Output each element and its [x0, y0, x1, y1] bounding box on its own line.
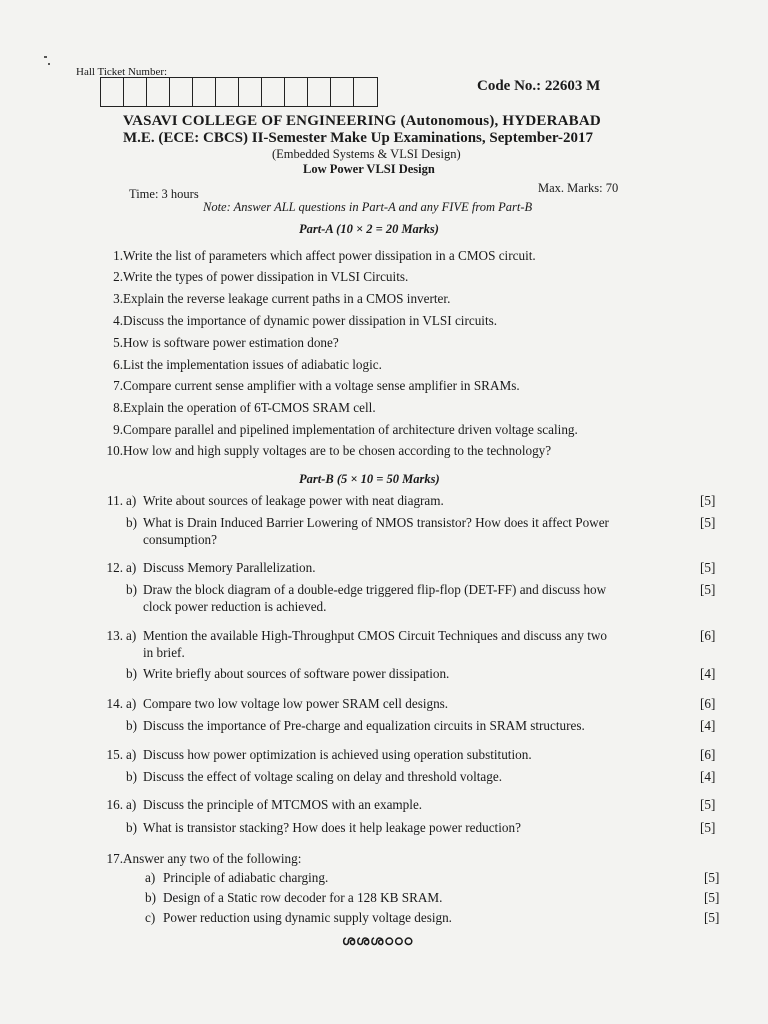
hall-ticket-digit-box: [308, 78, 331, 106]
hall-ticket-digit-box: [147, 78, 170, 106]
sub-question-label: b): [126, 515, 137, 530]
question-number: 11.: [107, 493, 123, 508]
sub-question-text: in brief.: [143, 644, 185, 660]
question-number: 13.: [106, 628, 123, 643]
question-number: 6.: [113, 357, 123, 372]
question-number: 9.: [113, 422, 123, 437]
sub-question-text: Discuss the principle of MTCMOS with an example.: [143, 797, 423, 812]
marks-allotted: [5]: [700, 797, 716, 812]
part-a-question: [0, 248, 768, 266]
hall-ticket-digit-box: [354, 78, 377, 106]
question-number: 1.: [113, 248, 123, 263]
question-text: How low and high supply voltages are to be chosen according to the technology?: [123, 443, 552, 458]
sub-question-text: Compare two low voltage low power SRAM cell designs.: [143, 696, 449, 711]
sub-question-label: b): [126, 718, 137, 733]
marks-allotted: [4]: [700, 666, 716, 681]
marks-allotted: [6]: [700, 747, 716, 762]
question-number: 10.: [106, 443, 123, 458]
marks-allotted: [4]: [700, 769, 716, 784]
hall-ticket-digit-box: [124, 78, 147, 106]
sub-question-label: a): [126, 797, 137, 812]
part-a-question: [0, 269, 768, 287]
part-a-question: [0, 335, 768, 353]
marks-allotted: [6]: [700, 628, 716, 643]
sub-question-text: What is Drain Induced Barrier Lowering of NMOS transistor? How does it affect Power: [143, 515, 609, 530]
scan-speck: [44, 56, 47, 58]
part-a-question: [0, 443, 768, 461]
sub-question-text: What is transistor stacking? How does it help leakage power reduction?: [143, 820, 521, 835]
sub-question-text: Power reduction using dynamic supply voltage design.: [163, 910, 452, 925]
question-number: 5.: [113, 335, 123, 350]
hall-ticket-digit-box: [262, 78, 285, 106]
question-text: Write the types of power dissipation in VLSI Circuits.: [123, 269, 409, 284]
marks-allotted: [5]: [700, 560, 716, 575]
question-number: 16.: [106, 797, 123, 812]
part-a-question: [0, 291, 768, 309]
question-text: Explain the operation of 6T-CMOS SRAM cell.: [123, 400, 376, 415]
hall-ticket-label: Hall Ticket Number:: [76, 66, 168, 78]
question-number: 2.: [113, 269, 123, 284]
hall-ticket-digit-box: [331, 78, 354, 106]
sub-question-text: Mention the available High-Throughput CMOS Circuit Techniques and discuss any two: [143, 628, 607, 643]
question-number: 17.: [106, 851, 123, 866]
sub-question-label: a): [126, 560, 137, 575]
part-a-question: [0, 313, 768, 331]
hall-ticket-digit-box: [193, 78, 216, 106]
part-a-heading: Part-A (10 × 2 = 20 Marks): [299, 222, 439, 236]
subject-title: Low Power VLSI Design: [303, 162, 435, 176]
sub-question-text: Draw the block diagram of a double-edge triggered flip-flop (DET-FF) and discuss how: [143, 582, 607, 597]
question-text: Explain the reverse leakage current paths in a CMOS inverter.: [123, 291, 451, 306]
question-text: Compare parallel and pipelined implementation of architecture driven voltage scaling.: [123, 422, 578, 437]
sub-question-label: b): [126, 820, 137, 835]
question-number: 7.: [113, 378, 123, 393]
sub-question-text: Write briefly about sources of software power dissipation.: [143, 666, 450, 681]
specialization: (Embedded Systems & VLSI Design): [272, 147, 461, 161]
sub-question-text: Discuss the effect of voltage scaling on delay and threshold voltage.: [143, 769, 503, 784]
question-text: Compare current sense amplifier with a voltage sense amplifier in SRAMs.: [123, 378, 520, 393]
sub-question-text: Write about sources of leakage power with neat diagram.: [143, 493, 444, 508]
sub-question-label: a): [126, 696, 137, 711]
part-a-question: [0, 422, 768, 440]
part-b-heading: Part-B (5 × 10 = 50 Marks): [299, 472, 440, 486]
question-text: How is software power estimation done?: [123, 335, 339, 350]
college-name: VASAVI COLLEGE OF ENGINEERING (Autonomous), HYDERABAD: [123, 113, 601, 129]
marks-allotted: [5]: [700, 820, 716, 835]
sub-question-label: a): [126, 747, 137, 762]
sub-question-text: Design of a Static row decoder for a 128 KB SRAM.: [163, 890, 443, 905]
sub-question-text: Discuss how power optimization is achieved using operation substitution.: [143, 747, 532, 762]
part-a-question: [0, 400, 768, 418]
hall-ticket-digit-box: [101, 78, 124, 106]
sub-question-label: b): [126, 582, 137, 597]
end-of-paper-mark: ശശശഠഠഠ: [342, 933, 414, 948]
question-number: 3.: [113, 291, 123, 306]
question-number: 8.: [113, 400, 123, 415]
sub-question-label: a): [126, 493, 137, 508]
marks-allotted: [6]: [700, 696, 716, 711]
marks-allotted: [5]: [704, 910, 720, 925]
sub-question-label: a): [145, 870, 156, 885]
part-a-question: [0, 357, 768, 375]
marks-allotted: [5]: [704, 870, 720, 885]
max-marks: Max. Marks: 70: [538, 181, 619, 195]
question-number: 15.: [106, 747, 123, 762]
code-number: Code No.: 22603 M: [477, 78, 601, 94]
marks-allotted: [5]: [700, 582, 716, 597]
exam-duration: Time: 3 hours: [129, 187, 199, 201]
sub-question-text: clock power reduction is achieved.: [143, 598, 327, 614]
sub-question-label: b): [145, 890, 156, 905]
instructions-note: Note: Answer ALL questions in Part-A and any FIVE from Part-B: [203, 200, 533, 214]
hall-ticket-digit-box: [239, 78, 262, 106]
question-intro: Answer any two of the following:: [123, 851, 302, 866]
exam-title: M.E. (ECE: CBCS) II-Semester Make Up Examinations, September-2017: [123, 130, 593, 146]
sub-question-label: b): [126, 666, 137, 681]
sub-question-text: Discuss Memory Parallelization.: [143, 560, 316, 575]
marks-allotted: [4]: [700, 718, 716, 733]
hall-ticket-digit-box: [216, 78, 239, 106]
question-number: 14.: [106, 696, 123, 711]
sub-question-text: Discuss the importance of Pre-charge and equalization circuits in SRAM structures.: [143, 718, 585, 733]
question-text: List the implementation issues of adiabatic logic.: [123, 357, 382, 372]
scan-speck: [48, 63, 50, 65]
question-text: Discuss the importance of dynamic power dissipation in VLSI circuits.: [123, 313, 498, 328]
marks-allotted: [5]: [704, 890, 720, 905]
question-number: 4.: [113, 313, 123, 328]
sub-question-label: c): [145, 910, 156, 925]
sub-question-text: consumption?: [143, 531, 217, 547]
sub-question-text: Principle of adiabatic charging.: [163, 870, 329, 885]
sub-question-label: a): [126, 628, 137, 643]
marks-allotted: [5]: [700, 493, 716, 508]
marks-allotted: [5]: [700, 515, 716, 530]
part-a-question: [0, 378, 768, 396]
question-text: Write the list of parameters which affect power dissipation in a CMOS circuit.: [123, 248, 536, 263]
question-number: 12.: [106, 560, 123, 575]
hall-ticket-boxes: [100, 77, 378, 107]
hall-ticket-digit-box: [170, 78, 193, 106]
hall-ticket-digit-box: [285, 78, 308, 106]
sub-question-label: b): [126, 769, 137, 784]
